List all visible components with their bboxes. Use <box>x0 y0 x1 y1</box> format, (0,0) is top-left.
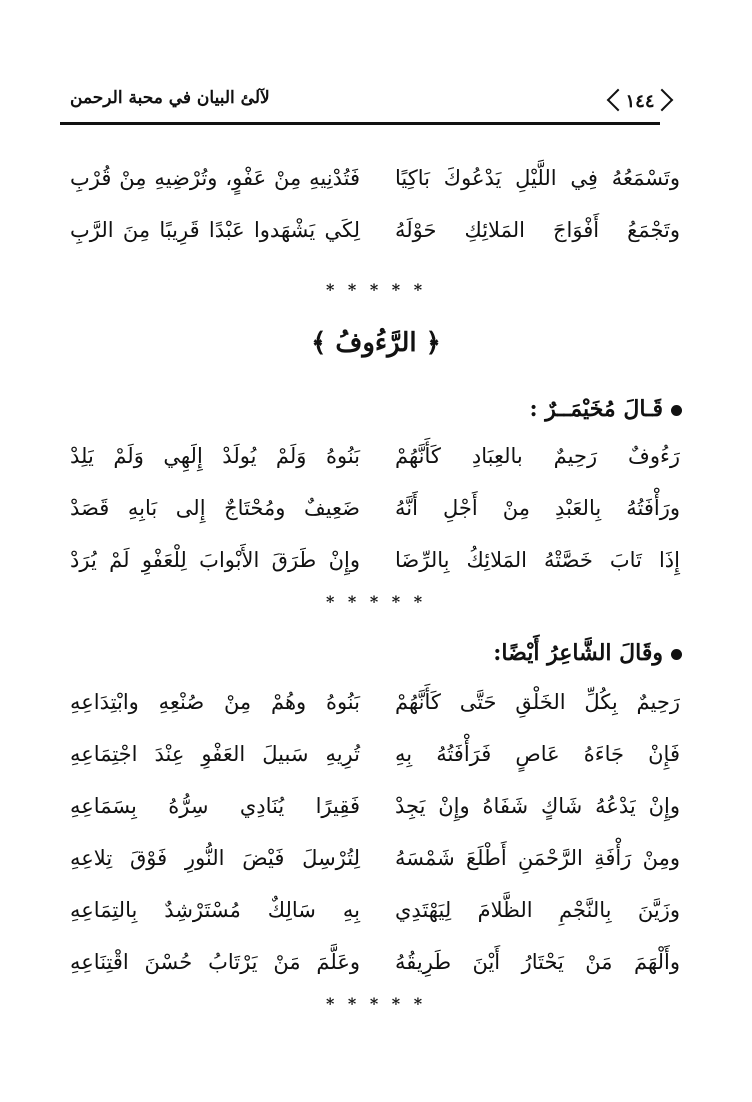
verse-first-hemistich: وإِنْ يَدْعُهُ شَاكٍ شَفَاهُ وإِنْ يَجِدْ <box>395 794 680 818</box>
verse-second-hemistich: لِكَي يَشْهَدوا عَبْدًا قَرِيبًا مِنَ الرَّبِ <box>70 218 360 242</box>
verse-first-hemistich: ورَأْفَتُهُ بِالعَبْدِ مِنْ أَجْلِ أَنَّهُ <box>395 496 680 520</box>
book-title: لآلئ البيان في محبة الرحمن <box>70 88 270 108</box>
speaker-name: وقَالَ الشَّاعِرُ أَيْضًا: <box>493 640 663 666</box>
bullet-icon <box>671 405 682 416</box>
verse-line <box>70 734 680 774</box>
verse-first-hemistich: إِذَا تَابَ خَصَّتْهُ المَلائِكُ بِالرِّضَا <box>395 548 680 572</box>
verse-line <box>70 942 680 982</box>
verse-line <box>70 890 680 930</box>
page-header <box>60 84 680 128</box>
verse-line <box>70 682 680 722</box>
verse-second-hemistich: وعَلَّمَ مَنْ يَرْتَابُ حُسْنَ اقْتِنَاعِهِ <box>70 950 360 974</box>
verse-first-hemistich: وتَجْمَعُ أَفْوَاجَ المَلائِكِ حَوْلَهُ <box>395 218 680 242</box>
section-title: ﴿ الرَّءُوفُ ﴾ <box>311 328 441 358</box>
verse-line <box>70 540 680 580</box>
verse-first-hemistich: وتَسْمَعُهُ فِي اللَّيْلِ يَدْعُوكَ بَاكِيًا <box>395 166 680 190</box>
verse-second-hemistich: لِتُرْسِلَ فَيْضَ النُّورِ فَوْقَ تِلاعِهِ <box>70 846 360 870</box>
verse-first-hemistich: فَإِنْ جَاءَهُ عَاصٍ فَرَأْفَتُهُ بِهِ <box>395 742 680 766</box>
page-number: ١٤٤ <box>608 88 672 116</box>
separator-stars: * * * * * <box>325 994 427 1013</box>
verse-line <box>70 436 680 476</box>
bullet-icon <box>671 649 682 660</box>
verse-second-hemistich: بِهِ سَالِكٌ مُسْتَرْشِدٌ بِالتِمَاعِهِ <box>70 898 360 922</box>
separator-stars: * * * * * <box>325 592 427 611</box>
speaker-heading <box>530 396 682 422</box>
verse-second-hemistich: بَنُوهُ وَلَمْ يُولَدْ إِلَهِي وَلَمْ يَلِدْ <box>70 444 360 468</box>
header-rule <box>60 122 660 125</box>
verse-second-hemistich: فَتُدْنِيهِ مِنْ عَفْوٍ، وتُرْضِيهِ مِنْ قُرْبِ <box>70 166 360 190</box>
verse-first-hemistich: وأَلْهَمَ مَنْ يَحْتَارُ أَيْنَ طَرِيقُهُ <box>395 950 680 974</box>
verse-first-hemistich: رَحِيمٌ بِكُلِّ الخَلْقِ حَتَّى كَأَنَّهُمْ <box>395 690 680 714</box>
verse-line <box>70 786 680 826</box>
verse-second-hemistich: وإِنْ طَرَقَ الأَبْوابَ لِلْعَفْوِ لَمْ يُرَدْ <box>70 548 360 572</box>
verse-first-hemistich: رَءُوفٌ رَحِيمٌ بالعِبَادِ كَأَنَّهُمْ <box>395 444 680 468</box>
verse-second-hemistich: بَنُوهُ وهُمْ مِنْ صُنْعِهِ وابْتِدَاعِهِ <box>70 690 360 714</box>
verse-second-hemistich: تُرِيهِ سَبيلَ العَفْوِ عِنْدَ اجْتِمَاعِهِ <box>70 742 360 766</box>
verse-first-hemistich: وزَيَّنَ بِالنَّجْمِ الظَّلامَ لِيَهْتَدِي <box>395 898 680 922</box>
separator-stars: * * * * * <box>325 280 427 299</box>
verse-first-hemistich: ومِنْ رَأْفَةِ الرَّحْمَنِ أَطْلَعَ شَمْسَهُ <box>395 846 680 870</box>
speaker-heading <box>493 640 682 666</box>
verse-line <box>70 210 680 250</box>
verse-second-hemistich: ضَعِيفٌ ومُحْتَاجٌ إِلى بَابِهِ قَصَدْ <box>70 496 360 520</box>
verse-line <box>70 158 680 198</box>
verse-second-hemistich: فَقِيرًا يُنَادِي سِرُّهُ بِسَمَاعِهِ <box>70 794 360 818</box>
verse-line <box>70 838 680 878</box>
verse-line <box>70 488 680 528</box>
speaker-name: قَـالَ مُخَيْمَــرٌ : <box>529 396 663 422</box>
